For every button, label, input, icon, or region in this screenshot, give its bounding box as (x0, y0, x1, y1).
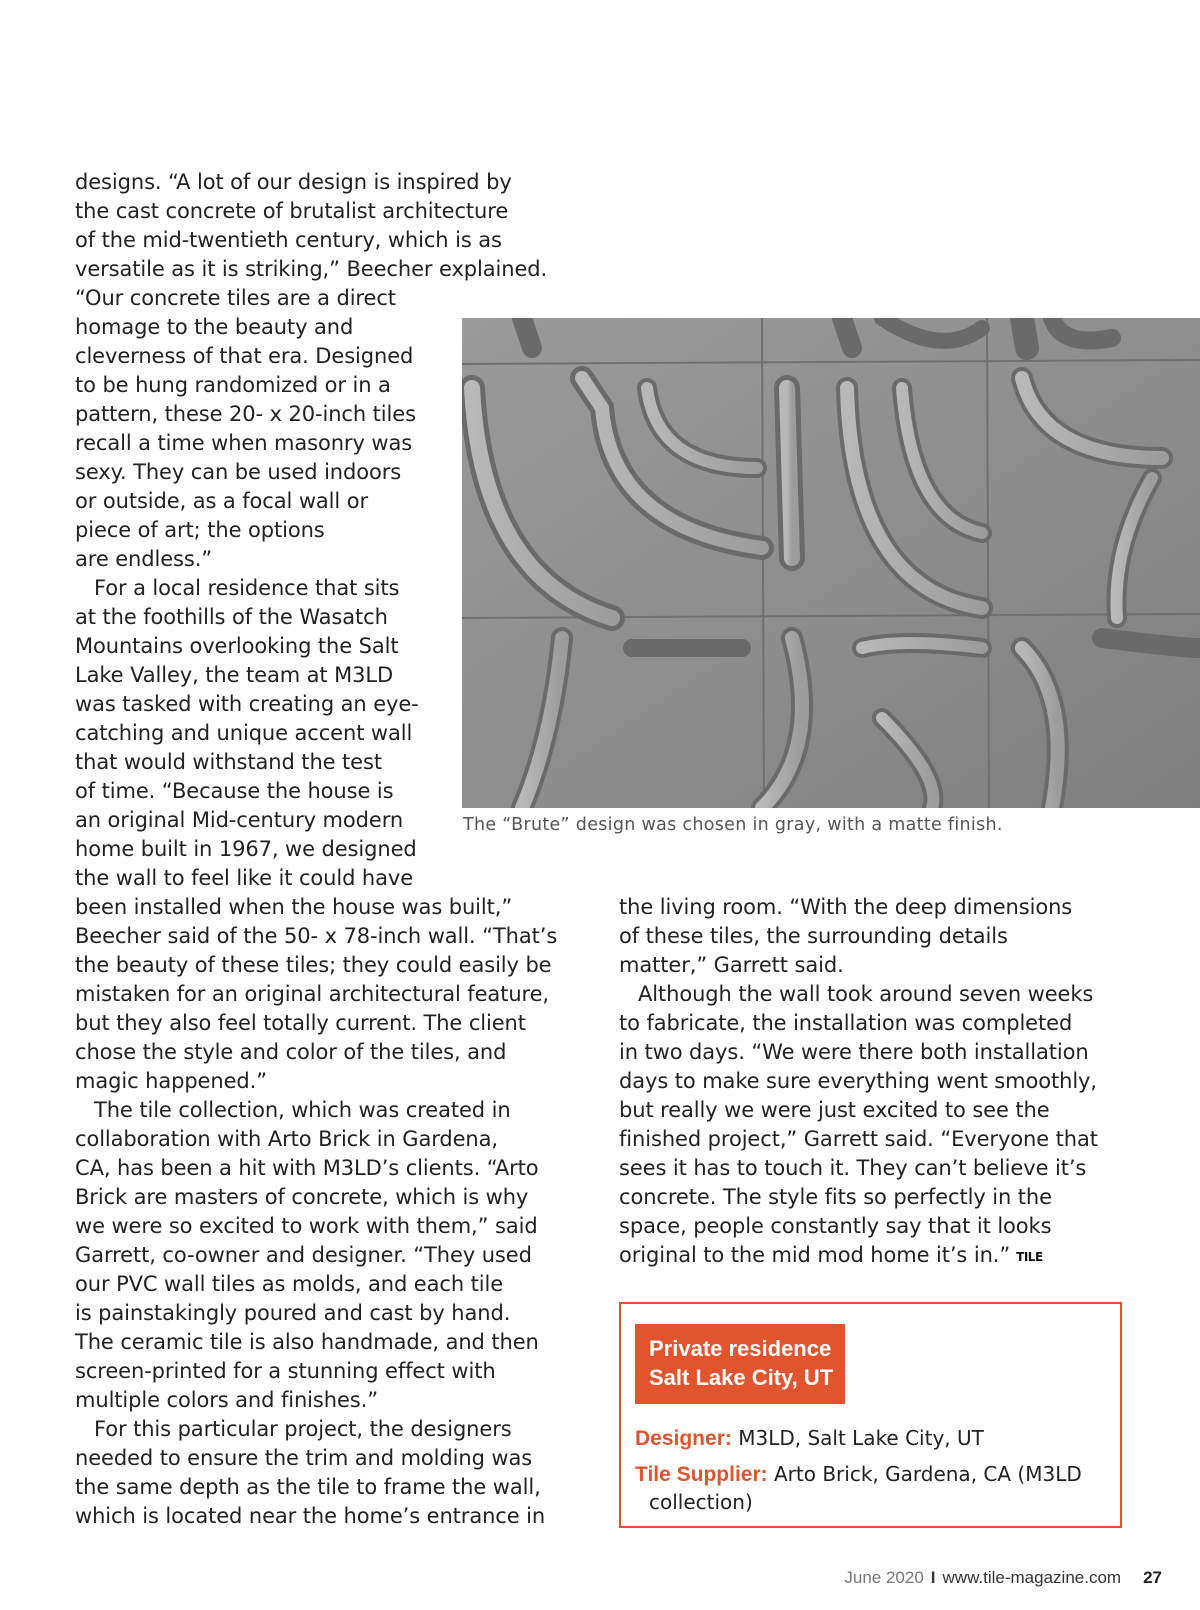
text-line: the same depth as the tile to frame the wall, (75, 1475, 541, 1499)
text-line: which is located near the home’s entrance in (75, 1504, 546, 1528)
text-line: homage to the beauty and (75, 315, 354, 339)
page-footer (844, 1568, 1162, 1588)
text-line: been installed when the house was built,” (75, 895, 513, 919)
supplier-row (635, 1460, 1082, 1489)
text-line-last (619, 1241, 1043, 1272)
text-line: or outside, as a focal wall or (75, 489, 368, 513)
text-line: the cast concrete of brutalist architecture (75, 199, 509, 223)
text-line: to be hung randomized or in a (75, 373, 391, 397)
text-line: in two days. “We were there both installation (619, 1040, 1089, 1064)
designer-label: Designer: (635, 1427, 732, 1450)
text-line: we were so excited to work with them,” said (75, 1214, 538, 1238)
text-line: sees it has to touch it. They can’t believe it’s (619, 1156, 1087, 1180)
text-line: piece of art; the options (75, 518, 325, 542)
text-line: cleverness of that era. Designed (75, 344, 414, 368)
text-line: but really we were just excited to see the (619, 1098, 1050, 1122)
text-line: Beecher said of the 50- x 78-inch wall. “That’s (75, 924, 558, 948)
footer-separator: I (930, 1568, 936, 1587)
text-line: the wall to feel like it could have (75, 866, 414, 890)
page-number: 27 (1143, 1568, 1162, 1587)
text-line: mistaken for an original architectural feature, (75, 982, 550, 1006)
supplier-label: Tile Supplier: (635, 1463, 768, 1486)
text-line: of these tiles, the surrounding details (619, 924, 1008, 948)
text-line: collaboration with Arto Brick in Gardena, (75, 1127, 498, 1151)
designer-row (635, 1424, 984, 1453)
end-mark-logo: TILE (1016, 1250, 1043, 1264)
text-line-content: original to the mid mod home it’s in.” (619, 1243, 1011, 1267)
text-line: concrete. The style fits so perfectly in the (619, 1185, 1052, 1209)
text-line: at the foothills of the Wasatch (75, 605, 388, 629)
text-line: recall a time when masonry was (75, 431, 413, 455)
text-line: the beauty of these tiles; they could easily be (75, 953, 552, 977)
text-line: our PVC wall tiles as molds, and each tile (75, 1272, 504, 1296)
text-line: Brick are masters of concrete, which is why (75, 1185, 529, 1209)
text-line: matter,” Garrett said. (619, 953, 844, 977)
text-line: but they also feel totally current. The client (75, 1011, 526, 1035)
text-line: was tasked with creating an eye- (75, 692, 419, 716)
text-line: are endless.” (75, 547, 213, 571)
text-line: space, people constantly say that it looks (619, 1214, 1052, 1238)
text-line: that would withstand the test (75, 750, 382, 774)
project-info-box (619, 1302, 1122, 1528)
text-line: finished project,” Garrett said. “Everyone that (619, 1127, 1098, 1151)
project-title-badge (635, 1324, 845, 1404)
tile-wall-photo (462, 318, 1200, 808)
text-line: multiple colors and finishes.” (75, 1388, 378, 1412)
text-line: Lake Valley, the team at M3LD (75, 663, 394, 687)
text-line: pattern, these 20- x 20-inch tiles (75, 402, 416, 426)
text-line: versatile as it is striking,” Beecher explained. (75, 257, 548, 281)
issue-date: June 2020 (844, 1568, 924, 1587)
text-line: Garrett, co-owner and designer. “They used (75, 1243, 532, 1267)
text-line: is painstakingly poured and cast by hand. (75, 1301, 511, 1325)
text-line: For a local residence that sits (94, 576, 400, 600)
text-line: days to make sure everything went smoothly, (619, 1069, 1097, 1093)
text-line: of time. “Because the house is (75, 779, 394, 803)
text-line: Although the wall took around seven weeks (638, 982, 1094, 1006)
text-line: needed to ensure the trim and molding was (75, 1446, 533, 1470)
text-line: the living room. “With the deep dimensions (619, 895, 1073, 919)
project-title-line: Salt Lake City, UT (649, 1365, 834, 1390)
text-line: The tile collection, which was created in (94, 1098, 511, 1122)
project-title-line: Private residence (649, 1336, 832, 1361)
text-line: of the mid-twentieth century, which is as (75, 228, 502, 252)
text-line: sexy. They can be used indoors (75, 460, 402, 484)
text-line: “Our concrete tiles are a direct (75, 286, 396, 310)
text-line: home built in 1967, we designed (75, 837, 417, 861)
text-line: For this particular project, the designers (94, 1417, 512, 1441)
text-line: chose the style and color of the tiles, and (75, 1040, 507, 1064)
website-link[interactable]: www.tile-magazine.com (942, 1568, 1122, 1587)
text-line: CA, has been a hit with M3LD’s clients. “Arto (75, 1156, 539, 1180)
text-line: an original Mid-century modern (75, 808, 404, 832)
text-line: Mountains overlooking the Salt (75, 634, 399, 658)
text-line: screen-printed for a stunning effect with (75, 1359, 496, 1383)
supplier-row-continued: collection) (649, 1490, 753, 1514)
text-line: The ceramic tile is also handmade, and then (75, 1330, 539, 1354)
text-line: to fabricate, the installation was completed (619, 1011, 1073, 1035)
text-line: magic happened.” (75, 1069, 267, 1093)
designer-value: M3LD, Salt Lake City, UT (738, 1426, 984, 1450)
text-line: designs. “A lot of our design is inspired by (75, 170, 512, 194)
text-line: catching and unique accent wall (75, 721, 413, 745)
photo-caption: The “Brute” design was chosen in gray, with a matte finish. (463, 815, 1003, 835)
supplier-value: Arto Brick, Gardena, CA (M3LD (774, 1462, 1082, 1486)
